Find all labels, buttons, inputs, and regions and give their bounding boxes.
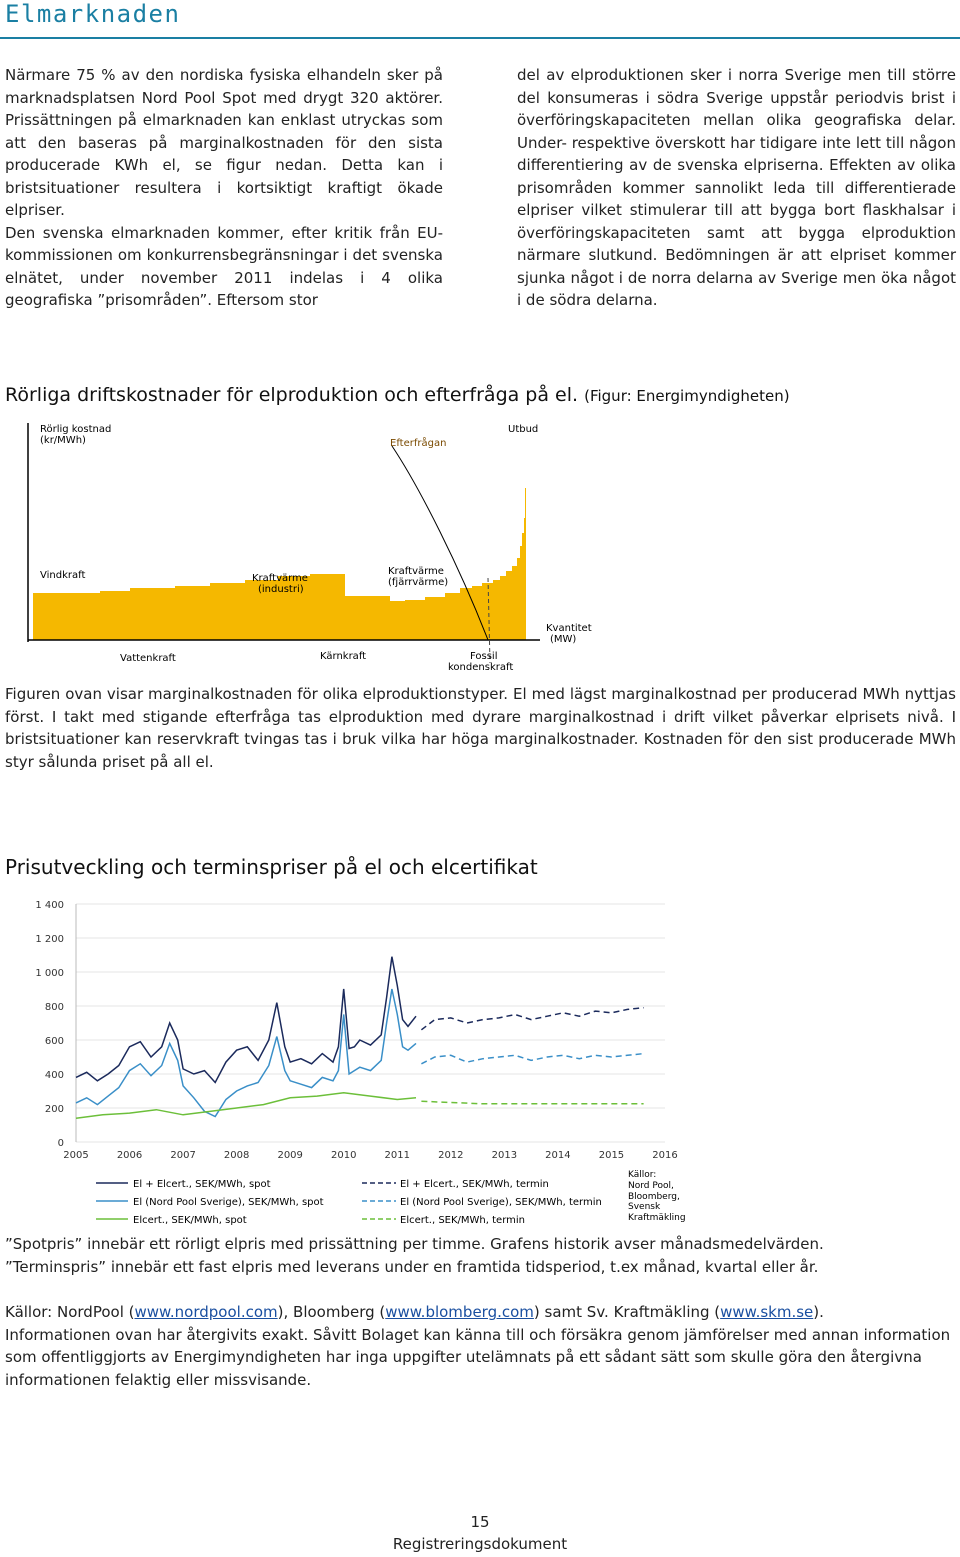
legend-label-3: El + Elcert., SEK/MWh, termin	[400, 1179, 549, 1190]
note-terminspris: ”Terminspris” innebär ett fast elpris med leverans under en framtida tidsperiod, t.ex månad, kvartal eller år.	[5, 1257, 819, 1276]
link-bloomberg[interactable]: www.blomberg.com	[385, 1303, 534, 1321]
label-kraftvarme-industri-1: Kraftvärme	[252, 573, 308, 584]
x-tick-label: 2007	[170, 1150, 196, 1161]
page-number: 15	[470, 1513, 490, 1531]
merit-ylabel-1: Rörlig kostnad	[40, 424, 112, 435]
demand-label: Efterfrågan	[390, 438, 447, 449]
intro-left-p1: Närmare 75 % av den nordiska fysiska elhandeln sker på marknadsplatsen Nord Pool Spot med drygt 320 aktörer. Prissättningen på elmarknaden kan enklast utryckas som att den baseras på marginalkostnaden för den sista producerade KWh el, se figur nedan. Detta kan i bristsituationer resultera i kortsiktigt kraftigt ökade elpriser.	[5, 66, 443, 219]
label-karnkraft: Kärnkraft	[320, 651, 367, 662]
series-line-3	[421, 1008, 643, 1030]
y-tick-label: 200	[44, 1104, 64, 1115]
label-fossil-2: kondenskraft	[448, 662, 514, 673]
link-skm[interactable]: www.skm.se	[720, 1303, 814, 1321]
section1-title: Rörliga driftskostnader för elproduktion och efterfråga på el.	[5, 384, 579, 406]
intro-right-p1: del av elproduktionen sker i norra Sverige men till större del konsumeras i södra Sverige uppstår periodvis brist i överföringskapaciteten mellan olika geografiska delar. Under- respektive överskott har tidigare inte lett till någon differentiering av de svenska elpriserna. Effekten av olika prisområden kommer sannolikt leda till differentierade elpriser vilket stimulerar till att bygga bort flaskhalsar i överföringskapaciteten samt att bygga elproduktion närmare slutkund. Bedömningen är att elpriset kommer sjunka något i de norra delarna av Sverige men öka något i de södra delarna.	[517, 66, 956, 309]
x-tick-label: 2008	[223, 1150, 250, 1161]
legend-label-0: El + Elcert., SEK/MWh, spot	[133, 1179, 271, 1190]
section1-paragraph: Figuren ovan visar marginalkostnaden för olika elproduktionstyper. El med lägst marginalkostnad per producerad MWh nyttjas först. I takt med stigande efterfråga tas elproduktion med dyrare marginalkostnad i drift vilket påverkar elprisets nivå. I bristsituationer kan reservkraft tvingas tas i bruk vilka har höga marginalkostnader. Kostnaden för den sist producerade MWh styr sålunda priset på all el.	[5, 685, 956, 771]
notes	[5, 1233, 956, 1278]
series-line-1	[76, 989, 416, 1117]
x-tick-label: 2010	[331, 1150, 357, 1161]
label-vindkraft: Vindkraft	[40, 570, 86, 581]
x-tick-label: 2011	[384, 1150, 410, 1161]
sources-prefix: Källor: NordPool (	[5, 1303, 135, 1321]
document-name: Registreringsdokument	[392, 1535, 568, 1553]
merit-order-chart	[0, 418, 620, 678]
y-tick-label: 600	[44, 1036, 64, 1047]
x-tick-label: 2014	[545, 1150, 571, 1161]
legend-label-4: El (Nord Pool Sverige), SEK/MWh, termin	[400, 1197, 602, 1208]
x-tick-label: 2012	[438, 1150, 464, 1161]
label-kraftvarme-industri-2: (industri)	[258, 584, 304, 595]
sources-line-4: Kraftmäkling	[628, 1213, 686, 1223]
link-nordpool[interactable]: www.nordpool.com	[134, 1303, 278, 1321]
x-tick-label: 2006	[116, 1150, 143, 1161]
title-rule	[0, 37, 960, 39]
legend-label-1: El (Nord Pool Sverige), SEK/MWh, spot	[133, 1197, 324, 1208]
section1-source: (Figur: Energimyndigheten)	[584, 387, 790, 405]
y-tick-label: 0	[57, 1138, 64, 1149]
section2-heading: Prisutveckling och terminspriser på el och elcertifikat	[5, 855, 538, 879]
y-tick-label: 1 200	[35, 934, 64, 945]
x-tick-label: 2016	[652, 1150, 678, 1161]
label-kraftvarme-fjarr-2: (fjärrvärme)	[388, 577, 449, 588]
sources-line-2: Bloomberg,	[628, 1192, 680, 1202]
series-line-4	[421, 1054, 643, 1064]
series-line-0	[76, 957, 416, 1083]
price-lines	[76, 957, 644, 1118]
section1-heading	[5, 384, 790, 406]
label-fossil-1: Fossil	[470, 651, 498, 662]
price-y-ticks	[35, 900, 64, 1149]
y-tick-label: 1 400	[35, 900, 64, 911]
label-kraftvarme-fjarr-1: Kraftvärme	[388, 566, 444, 577]
sources-line-0: Källor:	[628, 1170, 657, 1180]
price-x-ticks	[63, 1150, 677, 1161]
price-legend	[96, 1170, 686, 1226]
x-tick-label: 2013	[491, 1150, 518, 1161]
note-spotpris: ”Spotpris” innebär ett rörligt elpris med prissättning per timme. Grafens historik avser månadsmedelvärden.	[5, 1235, 824, 1253]
supply-label: Utbud	[508, 424, 539, 435]
series-line-5	[421, 1101, 643, 1104]
merit-ylabel-2: (kr/MWh)	[40, 435, 86, 446]
sources-line	[5, 1301, 956, 1324]
intro-left-p2: Den svenska elmarknaden kommer, efter kritik från EU-kommissionen om konkurrensbegränsningar i det svenska elnätet, under november 2011 indelas i 4 olika geografiska ”prisområden”. Eftersom stor	[5, 223, 443, 309]
y-tick-label: 400	[44, 1070, 64, 1081]
x-tick-label: 2015	[598, 1150, 625, 1161]
legend-label-5: Elcert., SEK/MWh, termin	[400, 1215, 525, 1226]
price-grid	[76, 904, 665, 1142]
disclaimer: Informationen ovan har återgivits exakt. Såvitt Bolaget kan känna till och försäkra genom jämförelser med annan information som offentliggjorts av Energimyndigheten har inga uppgifter utelämnats på ett sådant sätt som skulle göra den återgivna informationen felaktig eller missvisande.	[5, 1325, 951, 1389]
intro-right-column	[517, 64, 956, 312]
series-line-2	[76, 1093, 416, 1119]
x-tick-label: 2005	[63, 1150, 89, 1161]
label-vattenkraft: Vattenkraft	[120, 653, 176, 664]
label-kvantitet-1: Kvantitet	[546, 623, 592, 634]
section1-text	[5, 683, 956, 773]
sources-line-3: Svensk	[628, 1202, 661, 1212]
sources-mid1: ), Bloomberg (	[277, 1303, 386, 1321]
sources-block	[5, 1301, 956, 1391]
legend-label-2: Elcert., SEK/MWh, spot	[133, 1215, 247, 1226]
y-tick-label: 1 000	[35, 968, 64, 979]
sources-line-1: Nord Pool,	[628, 1181, 674, 1191]
x-tick-label: 2009	[277, 1150, 303, 1161]
label-kvantitet-2: (MW)	[550, 634, 577, 645]
page-title: Elmarknaden	[5, 0, 181, 28]
intro-left-column	[5, 64, 443, 312]
y-tick-label: 800	[44, 1002, 64, 1013]
sources-mid2: ) samt Sv. Kraftmäkling (	[533, 1303, 721, 1321]
sources-suffix: ).	[813, 1303, 824, 1321]
price-chart	[0, 890, 960, 1230]
